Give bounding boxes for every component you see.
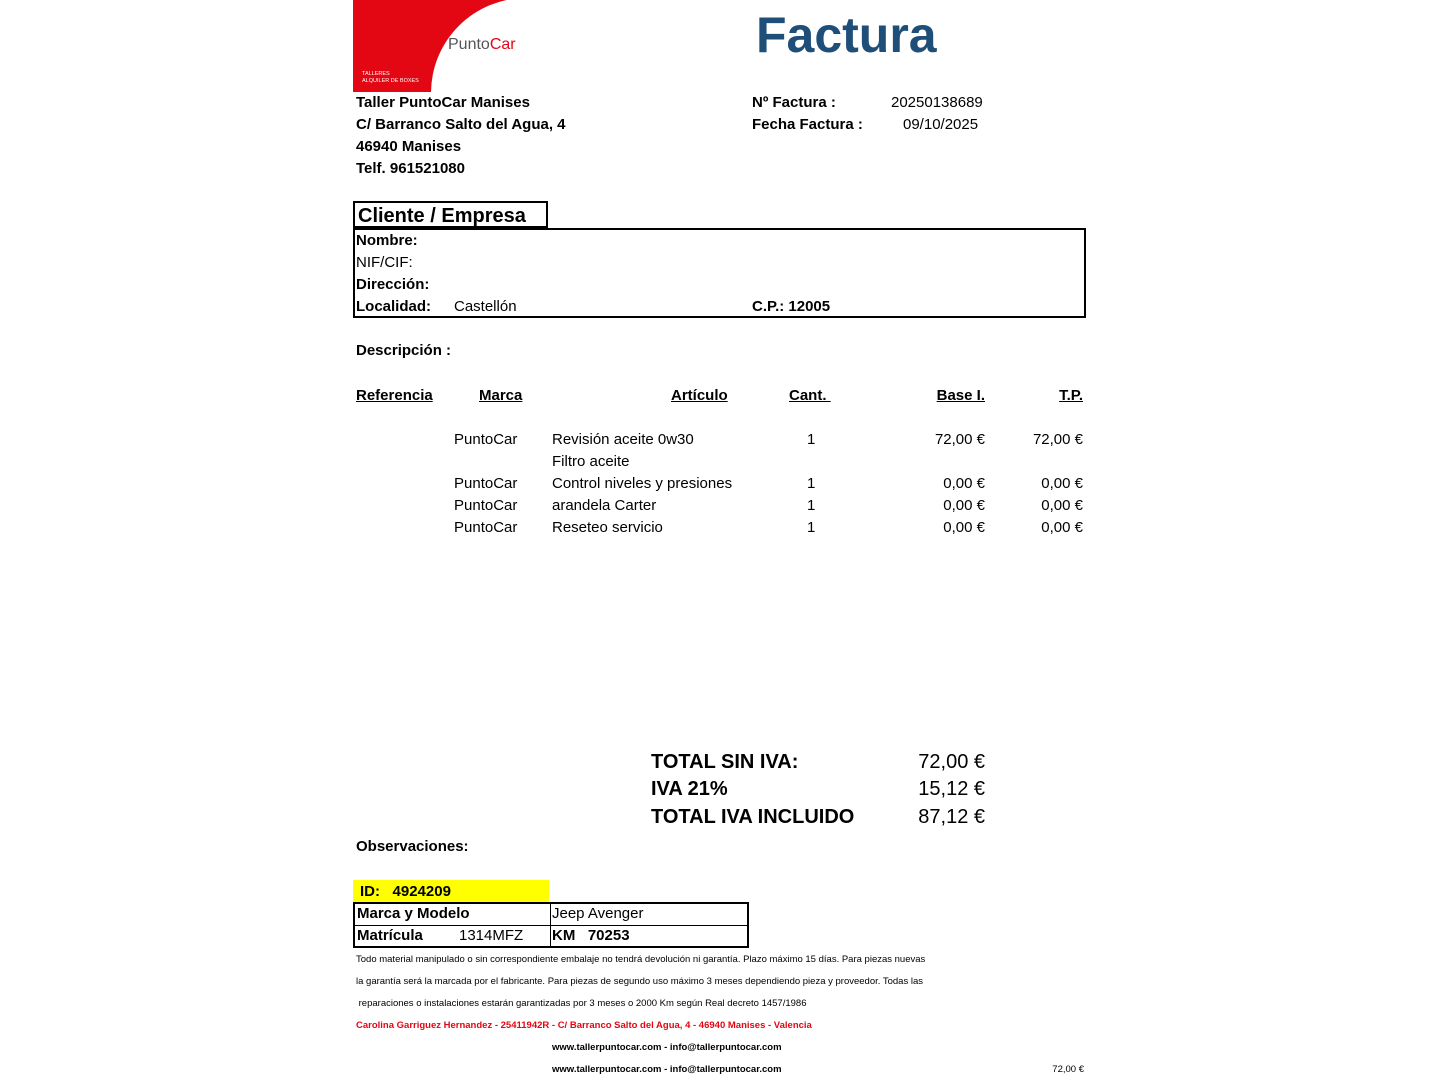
- row-tp: 0,00 €: [1041, 475, 1083, 492]
- total-iva-incluido: 87,12 €: [918, 806, 985, 828]
- vehicle-id: ID: 4924209: [360, 883, 451, 900]
- col-header-referencia: Referencia: [356, 387, 433, 404]
- row-cant: 1: [807, 519, 816, 536]
- vehicle-model-label: Marca y Modelo: [357, 905, 470, 922]
- row-tp: 0,00 €: [1041, 519, 1083, 536]
- legal-text-1: Todo material manipulado o sin correspondiente embalaje no tendrá devolución ni garantía. Plazo máximo 15 días. Para piezas nuevas: [356, 954, 926, 965]
- col-header-marca: Marca: [479, 387, 523, 404]
- row-marca: PuntoCar: [454, 431, 518, 448]
- row-cant: 1: [807, 431, 816, 448]
- legal-text-2: la garantía será la marcada por el fabricante. Para piezas de segundo uso máximo 3 meses dependiendo pieza y proveedor. Todas las: [356, 976, 924, 987]
- row-base: 72,00 €: [934, 431, 985, 448]
- client-heading: Cliente / Empresa: [358, 205, 526, 227]
- client-heading-box: [353, 201, 548, 228]
- client-nif-label: NIF/CIF:: [356, 254, 413, 271]
- client-address-label: Dirección:: [356, 276, 430, 293]
- invoice-number-label: Nº Factura :: [752, 94, 836, 111]
- total-sin-iva: 72,00 €: [918, 751, 985, 773]
- iva-label: IVA 21%: [651, 778, 728, 800]
- row-articulo: Revisión aceite 0w30: [552, 431, 694, 448]
- company-phone: Telf. 961521080: [356, 160, 465, 177]
- row-marca: PuntoCar: [454, 519, 518, 536]
- row-articulo: Filtro aceite: [552, 453, 630, 470]
- client-locality: Castellón: [454, 298, 517, 315]
- company-name: Taller PuntoCar Manises: [356, 94, 530, 111]
- vehicle-model: Jeep Avenger: [552, 905, 644, 922]
- row-marca: PuntoCar: [454, 497, 518, 514]
- total-sin-iva-label: TOTAL SIN IVA:: [651, 751, 799, 773]
- page-total: 72,00 €: [1052, 1064, 1084, 1075]
- row-base: 0,00 €: [943, 519, 985, 536]
- total-iva-incluido-label: TOTAL IVA INCLUIDO: [651, 806, 855, 828]
- vehicle-km: KM 70253: [552, 927, 630, 944]
- row-articulo: Reseteo servicio: [552, 519, 663, 536]
- row-tp: 72,00 €: [1032, 431, 1083, 448]
- invoice-date: 09/10/2025: [903, 116, 979, 133]
- row-tp: 0,00 €: [1041, 497, 1083, 514]
- row-articulo: Control niveles y presiones: [552, 475, 733, 492]
- client-cp: C.P.: 12005: [752, 298, 831, 315]
- row-articulo: arandela Carter: [552, 497, 657, 514]
- company-city: 46940 Manises: [356, 138, 462, 155]
- owner-info: Carolina Garriguez Hernandez - 25411942R - C/ Barranco Salto del Agua, 4 - 46940 Manises - Valencia: [356, 1020, 812, 1031]
- website-link-repeat[interactable]: www.tallerpuntocar.com - info@tallerpuntocar.com: [552, 1064, 782, 1075]
- company-logo: PuntoCar TALLERES ALQUILER DE BOXES: [353, 0, 535, 92]
- client-name-label: Nombre:: [356, 232, 418, 249]
- description-label: Descripción :: [356, 342, 452, 359]
- page-title: Factura: [756, 7, 937, 63]
- col-header-base: Base I.: [936, 387, 985, 404]
- vehicle-plate: 1314MFZ: [459, 927, 524, 944]
- invoice-number: 20250138689: [891, 94, 983, 111]
- client-locality-label: Localidad:: [356, 298, 432, 315]
- row-base: 0,00 €: [943, 497, 985, 514]
- invoice-date-label: Fecha Factura :: [752, 116, 863, 133]
- iva-amount: 15,12 €: [918, 778, 985, 800]
- website-link[interactable]: www.tallerpuntocar.com - info@tallerpuntocar.com: [552, 1042, 782, 1053]
- col-header-articulo: Artículo: [671, 387, 728, 404]
- col-header-tp: T.P.: [1059, 387, 1083, 404]
- observations-label: Observaciones:: [356, 838, 469, 855]
- row-marca: PuntoCar: [454, 475, 518, 492]
- col-header-cant: Cant.: [789, 387, 831, 404]
- legal-text-3: reparaciones o instalaciones estarán garantizadas por 3 meses o 2000 Km según Real decreto 1457/1986: [356, 998, 807, 1009]
- vehicle-plate-label: Matrícula: [357, 927, 423, 944]
- company-address: C/ Barranco Salto del Agua, 4: [356, 116, 566, 133]
- row-cant: 1: [807, 475, 816, 492]
- row-base: 0,00 €: [943, 475, 985, 492]
- row-cant: 1: [807, 497, 816, 514]
